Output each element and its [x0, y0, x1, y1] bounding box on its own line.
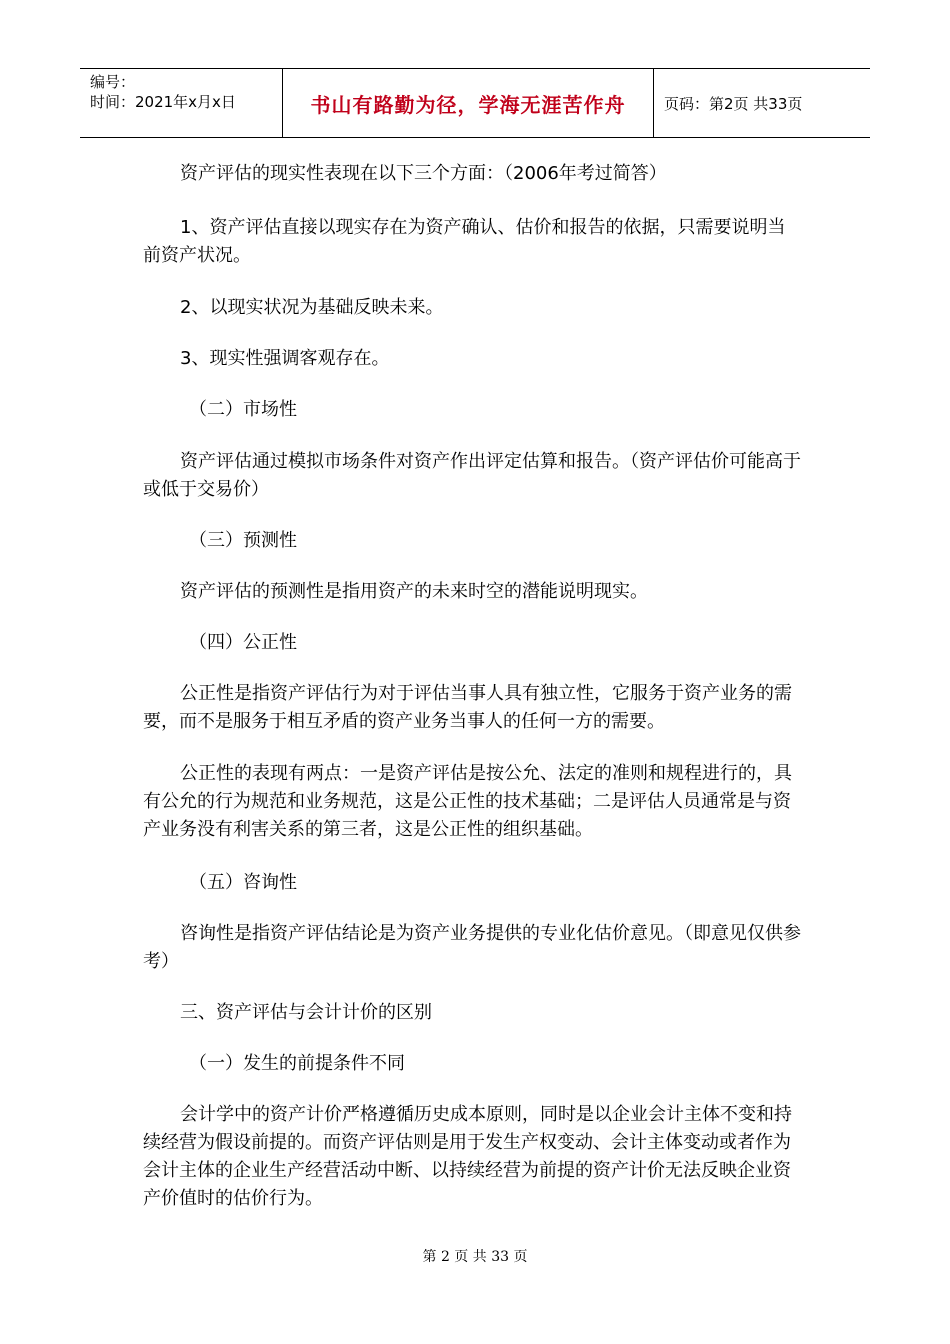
paragraph: 资产评估的预测性是指用资产的未来时空的潜能说明现实。	[180, 581, 648, 602]
section-heading: 三、资产评估与会计计价的区别	[180, 1002, 432, 1023]
paragraph: 咨询性是指资产评估结论是为资产业务提供的专业化估价意见。（即意见仅供参考）	[143, 923, 801, 972]
paragraph: 会计学中的资产计价严格遵循历史成本原则，同时是以企业会计主体不变和持续经营为假设前提的。而资产评估则是用于发生产权变动、会计主体变动或者作为会计主体的企业生产经营活动中断、以持续经营为前提的资产计价无法反映企业资产价值时的估价行为。	[143, 1104, 792, 1209]
section-heading: （四）公正性	[189, 632, 297, 653]
section-heading: （二）市场性	[189, 399, 297, 420]
header-meta	[80, 69, 282, 137]
number-label: 编号：	[90, 73, 136, 91]
header-motto: 书山有路勤为径，学海无涯苦作舟	[282, 69, 654, 137]
paragraph: 资产评估通过模拟市场条件对资产作出评定估算和报告。（资产评估价可能高于或低于交易价）	[143, 451, 801, 500]
paragraph: 公正性是指资产评估行为对于评估当事人具有独立性，它服务于资产业务的需要，而不是服务于相互矛盾的资产业务当事人的任何一方的需要。	[143, 683, 792, 732]
section-heading: （五）咨询性	[189, 872, 297, 893]
section-heading: （三）预测性	[189, 530, 297, 551]
paragraph: 1、资产评估直接以现实存在为资产确认、估价和报告的依据，只需要说明当前资产状况。	[143, 217, 786, 266]
paragraph: 公正性的表现有两点：一是资产评估是按公允、法定的准则和规程进行的，具有公允的行为规范和业务规范，这是公正性的技术基础；二是评估人员通常是与资产业务没有利害关系的第三者，这是公正性的组织基础。	[143, 763, 792, 840]
time-label: 时间：2021年x月x日	[90, 93, 236, 111]
paragraph: 资产评估的现实性表现在以下三个方面：（2006年考过简答）	[180, 163, 667, 184]
page-footer: 第 2 页 共 33 页	[422, 1249, 528, 1265]
header-page-info: 页码：第2页 共33页	[664, 94, 803, 113]
page-header	[80, 68, 870, 138]
paragraph: 3、现实性强调客观存在。	[180, 348, 390, 369]
paragraph: 2、以现实状况为基础反映未来。	[180, 297, 444, 318]
section-heading: （一）发生的前提条件不同	[189, 1053, 405, 1074]
